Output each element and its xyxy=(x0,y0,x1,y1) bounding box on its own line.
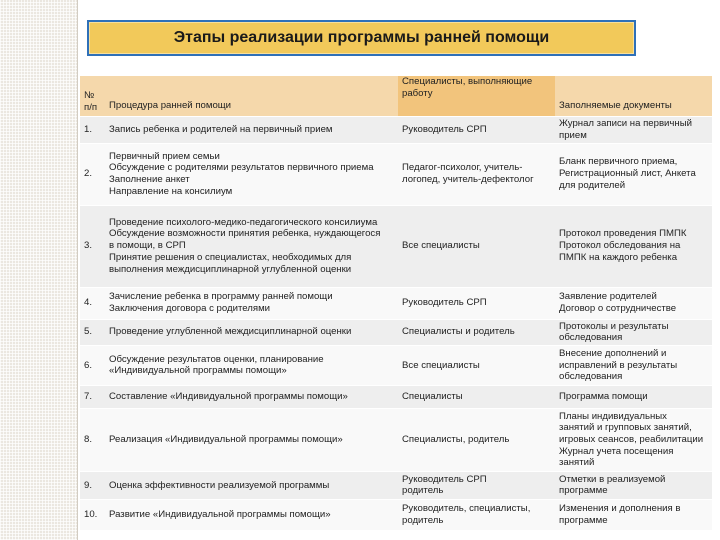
decorative-side-border xyxy=(77,0,78,540)
row-number: 8. xyxy=(80,408,105,471)
row-procedure: Реализация «Индивидуальной программы помощи» xyxy=(105,408,398,471)
row-procedure: Зачисление ребенка в программу ранней помощи Заключения договора с родителями xyxy=(105,287,398,319)
row-documents: Бланк первичного приема, Регистрационный лист, Анкета для родителей xyxy=(555,143,712,205)
row-specialists: Руководитель СРП xyxy=(398,116,555,143)
row-specialists: Педагог-психолог, учитель- логопед, учитель-дефектолог xyxy=(398,143,555,205)
row-procedure: Обсуждение результатов оценки, планирование «Индивидуальной программы помощи» xyxy=(105,345,398,385)
slide-title xyxy=(87,20,636,56)
row-procedure: Проведение психолого-медико-педагогического консилиума Обсуждение возможности принятия ребенка, нуждающегося в помощи, в СРП Принятие решения о специалистах, необходимых для выполнения междисциплинарной углубленной оценки xyxy=(105,205,398,287)
row-procedure: Оценка эффективности реализуемой программы xyxy=(105,471,398,499)
header-specialists: Специалисты, выполняющие работу xyxy=(398,76,555,116)
table-row xyxy=(80,345,712,385)
table-row xyxy=(80,116,712,143)
row-specialists: Специалисты и родитель xyxy=(398,319,555,345)
table-row xyxy=(80,205,712,287)
row-specialists: Специалисты, родитель xyxy=(398,408,555,471)
row-number: 9. xyxy=(80,471,105,499)
row-documents: Журнал записи на первичный прием xyxy=(555,116,712,143)
row-documents: Планы индивидуальных занятий и групповых занятий, игровых сеансов, реабилитации Журнал учета посещения занятий xyxy=(555,408,712,471)
table-row xyxy=(80,499,712,530)
header-documents: Заполняемые документы xyxy=(555,76,712,116)
table-row xyxy=(80,143,712,205)
row-number: 2. xyxy=(80,143,105,205)
row-documents: Изменения и дополнения в программе xyxy=(555,499,712,530)
table-header-row xyxy=(80,76,712,116)
row-number: 3. xyxy=(80,205,105,287)
row-specialists: Все специалисты xyxy=(398,205,555,287)
header-num: № п/п xyxy=(80,76,105,116)
table-row xyxy=(80,287,712,319)
row-number: 7. xyxy=(80,385,105,408)
header-procedure: Процедура ранней помощи xyxy=(105,76,398,116)
row-documents: Программа помощи xyxy=(555,385,712,408)
row-number: 6. xyxy=(80,345,105,385)
row-procedure: Развитие «Индивидуальной программы помощи» xyxy=(105,499,398,530)
row-specialists: Специалисты xyxy=(398,385,555,408)
row-procedure: Проведение углубленной междисциплинарной оценки xyxy=(105,319,398,345)
row-procedure: Первичный прием семьи Обсуждение с родителями результатов первичного приема Заполнение анкет Направление на консилиум xyxy=(105,143,398,205)
row-specialists: Руководитель, специалисты, родитель xyxy=(398,499,555,530)
row-specialists: Руководитель СРП xyxy=(398,287,555,319)
row-number: 1. xyxy=(80,116,105,143)
table-row xyxy=(80,408,712,471)
row-documents: Заявление родителей Договор о сотрудничестве xyxy=(555,287,712,319)
row-specialists: Руководитель СРП родитель xyxy=(398,471,555,499)
row-documents: Протокол проведения ПМПК Протокол обследования на ПМПК на каждого ребенка xyxy=(555,205,712,287)
row-procedure: Запись ребенка и родителей на первичный прием xyxy=(105,116,398,143)
row-number: 5. xyxy=(80,319,105,345)
slide-title-text: Этапы реализации программы ранней помощи xyxy=(173,29,550,46)
row-specialists: Все специалисты xyxy=(398,345,555,385)
row-number: 10. xyxy=(80,499,105,530)
table-row xyxy=(80,319,712,345)
row-number: 4. xyxy=(80,287,105,319)
table-row xyxy=(80,471,712,499)
table-row xyxy=(80,385,712,408)
row-documents: Отметки в реализуемой программе xyxy=(555,471,712,499)
row-documents: Протоколы и результаты обследования xyxy=(555,319,712,345)
stages-table xyxy=(80,76,712,531)
row-documents: Внесение дополнений и исправлений в результаты обследования xyxy=(555,345,712,385)
row-procedure: Составление «Индивидуальной программы помощи» xyxy=(105,385,398,408)
decorative-side-pattern xyxy=(0,0,78,540)
